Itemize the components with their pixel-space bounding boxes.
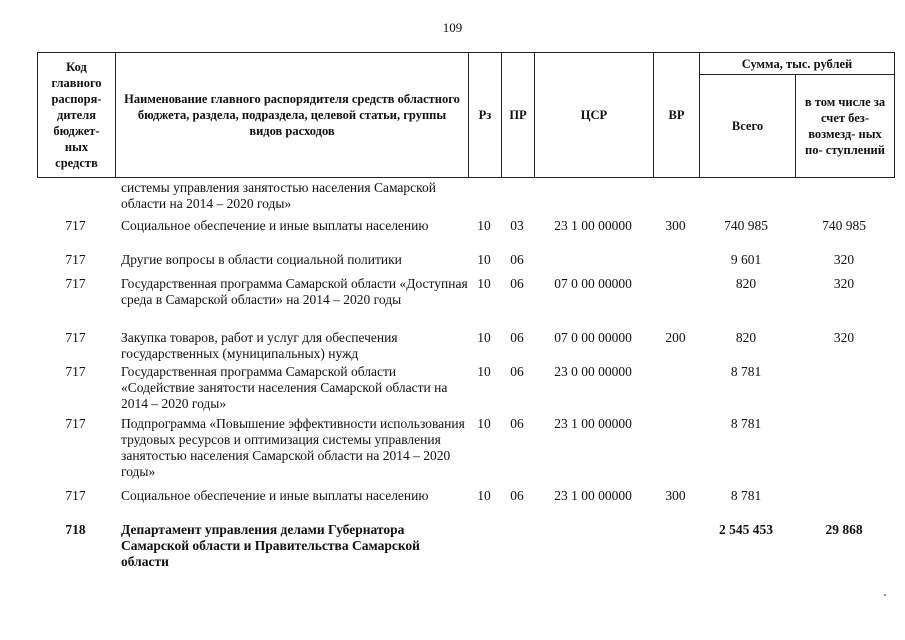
cell-csr: 23 1 00 00000 <box>554 416 632 431</box>
cell-rz: 10 <box>477 364 491 379</box>
cell-csr: 07 0 00 00000 <box>554 276 632 291</box>
header-csr: ЦСР <box>535 53 654 177</box>
cell-rz: 10 <box>477 488 491 503</box>
cell-kod: 717 <box>65 364 86 379</box>
cell-name: Социальное обеспечение и иные выплаты населению <box>121 488 429 503</box>
cell-name: Закупка товаров, работ и услуг для обеспечения государственных (муниципальных) нужд <box>121 330 398 361</box>
cell-csr: 23 1 00 00000 <box>554 218 632 233</box>
cell-pr: 06 <box>510 252 524 267</box>
cell-kod: 717 <box>65 416 86 431</box>
cell-rz: 10 <box>477 276 491 291</box>
header-total: Всего <box>700 75 796 177</box>
cell-name: Другие вопросы в области социальной политики <box>121 252 402 267</box>
header-rz: Рз <box>469 53 502 177</box>
cell-kod: 717 <box>65 218 86 233</box>
header-name: Наименование главного распорядителя средств областного бюджета, раздела, подраздела, целевой статьи, группы видов расходов <box>116 53 469 177</box>
cell-pr: 03 <box>510 218 524 233</box>
cell-total: 8 781 <box>730 416 762 431</box>
cell-rz: 10 <box>477 330 491 345</box>
cell-rz: 10 <box>477 252 491 267</box>
cell-vr: 300 <box>665 218 686 233</box>
cell-total: 820 <box>735 330 757 345</box>
cell-kod: 717 <box>65 276 86 291</box>
cell-vr: 200 <box>665 330 686 345</box>
cell-incl: 320 <box>833 330 855 345</box>
cell-incl: 29 868 <box>825 522 863 537</box>
cell-pr: 06 <box>510 364 524 379</box>
scan-artifact <box>884 594 886 596</box>
cell-kod: 717 <box>65 488 86 503</box>
cell-name: Подпрограмма «Повышение эффективности использования трудовых ресурсов и оптимизация системы управления занятостью населения Самарской области на 2014 – 2020 годы» <box>121 416 465 479</box>
cell-name: Государственная программа Самарской области «Доступная среда в Самарской области» на 2014 – 2020 годы <box>121 276 468 307</box>
cell-name: системы управления занятостью населения Самарской области на 2014 – 2020 годы» <box>121 180 436 211</box>
cell-csr: 07 0 00 00000 <box>554 330 632 345</box>
cell-incl: 320 <box>833 276 855 291</box>
table-header <box>37 52 895 178</box>
cell-pr: 06 <box>510 330 524 345</box>
header-pr: ПР <box>502 53 535 177</box>
cell-rz: 10 <box>477 416 491 431</box>
cell-kod: 718 <box>65 522 86 537</box>
header-incl: в том числе за счет без- возмезд- ных по- ступлений <box>804 95 886 157</box>
cell-kod: 717 <box>65 330 86 345</box>
cell-incl: 740 985 <box>822 218 866 233</box>
cell-csr: 23 0 00 00000 <box>554 364 632 379</box>
cell-rz: 10 <box>477 218 491 233</box>
cell-incl: 320 <box>833 252 855 267</box>
header-kod: Код главного распоря- дителя бюджет- ных средств <box>38 53 116 177</box>
cell-kod: 717 <box>65 252 86 267</box>
cell-name: Департамент управления делами Губернатора Самарской области и Правительства Самарской области <box>121 522 420 569</box>
cell-total: 2 545 453 <box>719 522 773 537</box>
cell-total: 9 601 <box>730 252 762 267</box>
cell-total: 8 781 <box>730 364 762 379</box>
header-sum-group: Сумма, тыс. рублей <box>700 53 894 75</box>
header-vr: ВР <box>654 53 700 177</box>
cell-total: 740 985 <box>724 218 768 233</box>
cell-name: Государственная программа Самарской области «Содействие занятости населения Самарской области на 2014 – 2020 годы» <box>121 364 448 411</box>
cell-pr: 06 <box>510 416 524 431</box>
cell-name: Социальное обеспечение и иные выплаты населению <box>121 218 429 233</box>
cell-pr: 06 <box>510 276 524 291</box>
cell-csr: 23 1 00 00000 <box>554 488 632 503</box>
cell-pr: 06 <box>510 488 524 503</box>
cell-total: 820 <box>735 276 757 291</box>
cell-total: 8 781 <box>730 488 762 503</box>
cell-vr: 300 <box>665 488 686 503</box>
page-number: 109 <box>442 20 463 35</box>
